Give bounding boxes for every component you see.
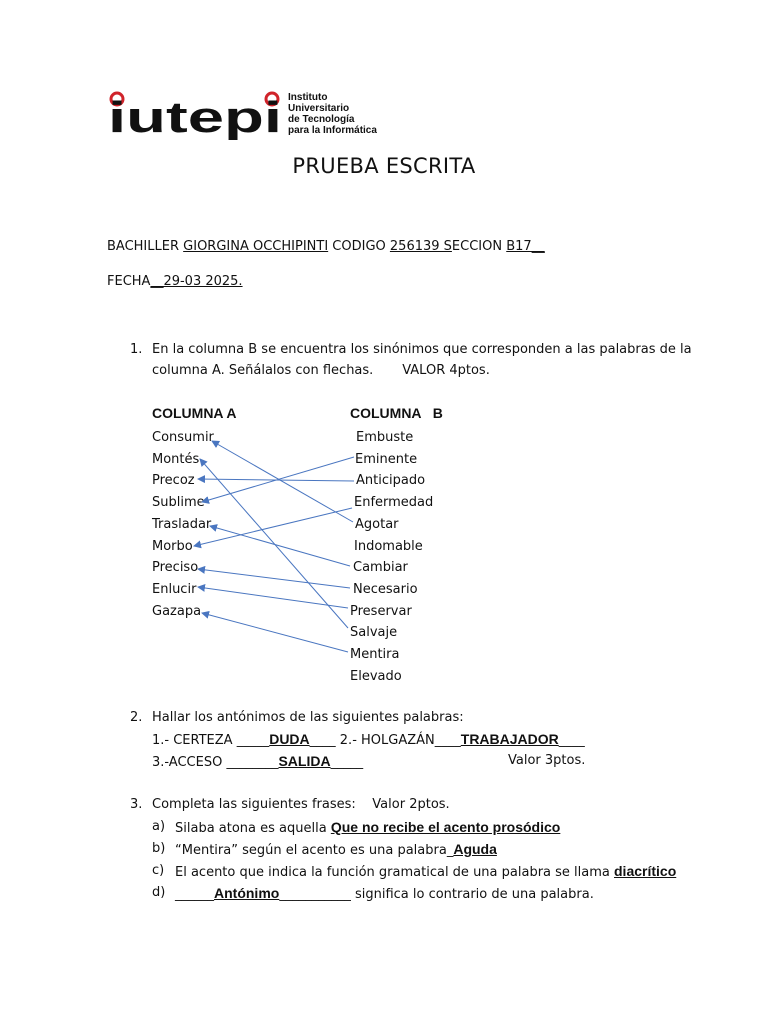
q3-d-blank-pre: ______ xyxy=(175,887,214,902)
q1-number: 1. xyxy=(130,342,143,357)
q3-a-letter: a) xyxy=(152,819,166,834)
codigo-value: 256139 S xyxy=(389,239,452,254)
arrow-salvaje-montes xyxy=(200,459,348,628)
institute-line-1: Instituto xyxy=(288,92,328,103)
col-b-word: Salvaje xyxy=(350,625,398,641)
q2-item3-blank-pre: ________ xyxy=(226,755,279,770)
q3-d-line xyxy=(175,885,594,902)
q2-item1-blank-pre: _____ xyxy=(236,733,270,748)
q3-d-blank-post: ___________ xyxy=(279,887,351,902)
col-b-word: Cambiar xyxy=(353,560,408,576)
q2-item2-blank-post: ____ xyxy=(558,733,585,748)
q2-number: 2. xyxy=(130,710,143,725)
col-b-word: Necesario xyxy=(353,581,418,597)
q1-text-line1: En la columna B se encuentra los sinónimos que corresponden a las palabras de la xyxy=(152,342,692,357)
col-b-word: Anticipado xyxy=(356,473,426,489)
student-name: GIORGINA OCCHIPINTI xyxy=(183,239,329,254)
q3-b-text: “Mentira” según el acento es una palabra xyxy=(175,843,447,858)
arrow-enfermedad-morbo xyxy=(194,508,352,546)
seccion-label: ECCION xyxy=(451,239,503,254)
q2-item2-blank-pre: ____ xyxy=(434,733,461,748)
col-a-word: Morbo xyxy=(152,538,193,554)
q3-c-letter: c) xyxy=(152,863,165,878)
q3-d-text: significa lo contrario de una palabra. xyxy=(350,887,594,902)
col-b-word: Mentira xyxy=(350,647,400,663)
q2-item1-label: 1.- CERTEZA xyxy=(152,733,237,748)
fecha-label: FECHA xyxy=(107,274,151,289)
q3-c-text: El acento que indica la función gramatical de una palabra se llama xyxy=(175,865,614,880)
q2-item3-blank-post: _____ xyxy=(330,755,364,770)
arrow-cambiar-trasladar xyxy=(210,526,350,566)
q2-line2 xyxy=(152,753,363,770)
arrow-agotar-consumir xyxy=(212,441,353,522)
q2-text: Hallar los antónimos de las siguientes palabras: xyxy=(152,710,464,725)
q3-c-answer: diacrítico xyxy=(614,863,677,879)
q3-number: 3. xyxy=(130,797,143,812)
q1-text-line2: columna A. Señálalos con flechas. VALOR 4ptos. xyxy=(152,363,490,378)
q2-item3-label: 3.-ACCESO xyxy=(152,755,227,770)
q3-c-line xyxy=(175,863,676,880)
col-b-word: Enfermedad xyxy=(354,495,434,511)
col-b-word: Agotar xyxy=(355,516,399,532)
q2-item1-answer: DUDA xyxy=(269,731,310,747)
q3-b-answer: Aguda xyxy=(453,841,497,857)
col-a-word: Consumir xyxy=(152,430,214,445)
codigo-label: CODIGO xyxy=(332,239,386,254)
q2-item3-answer: SALIDA xyxy=(278,753,331,769)
fecha-value: __29-03 2025. xyxy=(150,274,243,289)
q2-item2-label: 2.- HOLGAZÁN xyxy=(335,733,435,748)
col-a-word: Precoz xyxy=(152,473,195,489)
col-a-word: Sublime xyxy=(152,495,205,511)
bachiller-label: BACHILLER xyxy=(107,239,180,254)
seccion-value: B17__ xyxy=(506,239,545,254)
col-b-word: Indomable xyxy=(354,538,423,554)
arrow-preservar-enlucir xyxy=(198,587,348,608)
q3-a-line xyxy=(175,819,560,836)
col-a-word: Preciso xyxy=(152,560,199,576)
svg-text:iutepi: iutepi xyxy=(108,93,282,140)
q2-value: Valor 3ptos. xyxy=(508,753,586,768)
column-b-title: COLUMNA B xyxy=(350,405,443,421)
col-a-word: Montés xyxy=(152,451,200,467)
q2-line1 xyxy=(152,731,585,748)
q2-item2-answer: TRABAJADOR xyxy=(460,731,559,747)
arrow-necesario-preciso xyxy=(198,569,350,588)
q3-d-letter: d) xyxy=(152,885,166,900)
q3-a-answer: Que no recibe el acento prosódico xyxy=(330,819,561,835)
col-a-word: Enlucir xyxy=(152,581,197,597)
column-a-title: COLUMNA A xyxy=(152,405,237,421)
col-b-word: Eminente xyxy=(355,451,418,467)
q2-item1-blank-post: ____ xyxy=(309,733,336,748)
q3-text: Completa las siguientes frases: Valor 2ptos. xyxy=(152,797,450,812)
q3-b-letter: b) xyxy=(152,841,166,856)
q3-d-answer: Antónimo xyxy=(214,885,280,901)
q3-b-line xyxy=(175,841,497,858)
col-b-word: Embuste xyxy=(356,430,414,445)
institute-line-2: Universitario xyxy=(288,103,350,114)
q3-b-blank: _ xyxy=(446,843,454,858)
page-title: PRUEBA ESCRITA xyxy=(292,154,476,178)
col-b-word: Preservar xyxy=(350,603,412,619)
q3-a-text: Silaba atona es aquella xyxy=(175,821,331,836)
institute-line-4: para la Informática xyxy=(288,125,377,136)
col-b-word: Elevado xyxy=(350,668,402,684)
col-a-word: Trasladar xyxy=(152,516,212,532)
col-a-word: Gazapa xyxy=(152,603,202,619)
arrow-mentira-gazapa xyxy=(202,613,348,652)
institute-line-3: de Tecnología xyxy=(288,114,355,125)
